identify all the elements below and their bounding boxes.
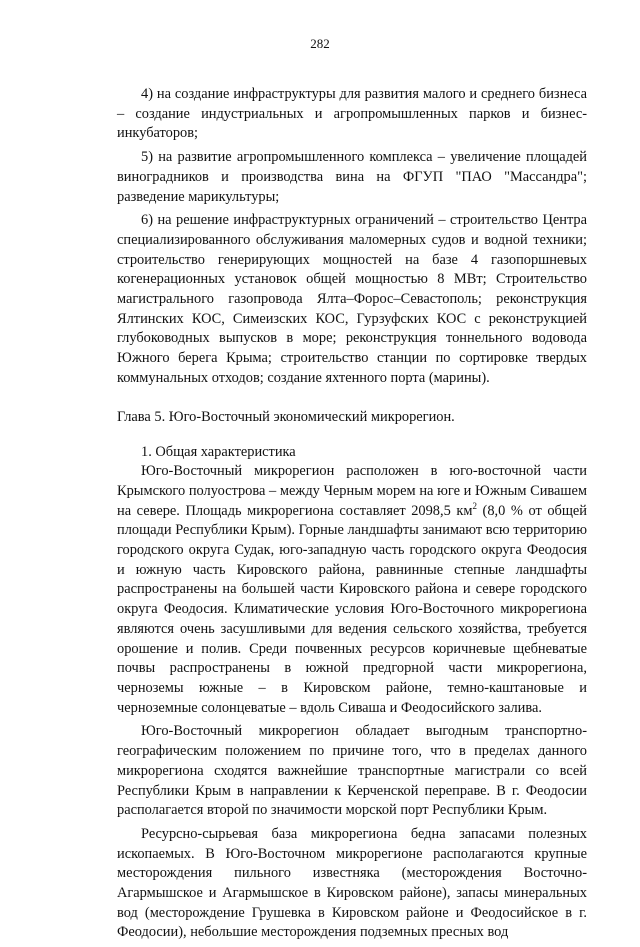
- list-item-5: 5) на развитие агропромышленного комплекса – увеличение площадей виноградников и производства вина на ФГУП "ПАО "Массандра"; разведение марикультуры;: [117, 149, 587, 205]
- list-item-4: 4) на создание инфраструктуры для развития малого и среднего бизнеса – создание индустриальных и агропромышленных парков и бизнес-инкубаторов;: [117, 86, 587, 142]
- paragraph-transport: Юго-Восточный микрорегион обладает выгодным транспортно-географическим положением по причине того, что в пределах данного микрорегиона сходятся важнейшие транспортные магистрали со всей Республики Крым в направлении к Керченской переправе. В г. Феодосии располагается второй по значимости морской порт Республики Крым.: [117, 723, 587, 819]
- page-number: 282: [310, 36, 330, 51]
- list-item-6: 6) на решение инфраструктурных ограничений – строительство Центра специализированного обслуживания маломерных судов и водной техники; строительство генерирующих мощностей на базе 4 газопоршневых когенерационных установок общей мощностью 8 МВт; Строительство магистрального газопровода Ялта–Форос–Севастополь; реконструкция Ялтинских КОС, Симеизских КОС, Гурзуфских КОС с реконструкцией глубоководных выпусков в море; реконструкция тоннельного водовода Южного берега Крыма; строительство станции по сортировке твердых коммунальных отходов; создание яхтенного порта (марины).: [117, 212, 587, 386]
- document-body: [117, 85, 587, 947]
- paragraph-overview-part2: (8,0 % от общей площади Республики Крым). Горные ландшафты занимают всю территорию городского округа Судак, юго-западную часть городского округа Феодосия и южную часть Кировского района, равнинные степные ландшафты распространены на большей части Кировского района и севере городского округа Феодосия. Климатические условия Юго-Восточного микрорегиона являются очень засушливыми для ведения сельского хозяйства, требуется орошение и полив. Среди почвенных ресурсов коричневые щебневатые почвы распространены в южной предгорной части микрорегиона, черноземы южные – в Кировском районе, темно-каштановые и черноземные солонцеватые – вдоль Сиваша и Феодосийского залива.: [117, 502, 588, 716]
- paragraph-overview: [117, 462, 587, 718]
- area-unit-superscript: 2: [472, 500, 477, 511]
- paragraph-overview-part1: Юго-Восточный микрорегион расположен в юго-восточной части Крымского полуострова – между Черным морем на юге и Южным Сивашем на севере. Площадь микрорегиона составляет 2098,5 км: [117, 463, 587, 519]
- paragraph-resources: Ресурсно-сырьевая база микрорегиона бедна запасами полезных ископаемых. В Юго-Восточном микрорегионе располагаются крупные месторождения пильного известняка (месторождения Восточно-Агармышское и Агармышское в Кировском районе), запасы минеральных вод (месторождение Грушевка в Кировском районе и Феодосийское в г. Феодосии), небольшие месторождения подземных пресных вод: [117, 825, 587, 941]
- section-heading: 1. Общая характеристика: [141, 443, 296, 460]
- chapter-heading: Глава 5. Юго-Восточный экономический микрорегион.: [117, 408, 455, 425]
